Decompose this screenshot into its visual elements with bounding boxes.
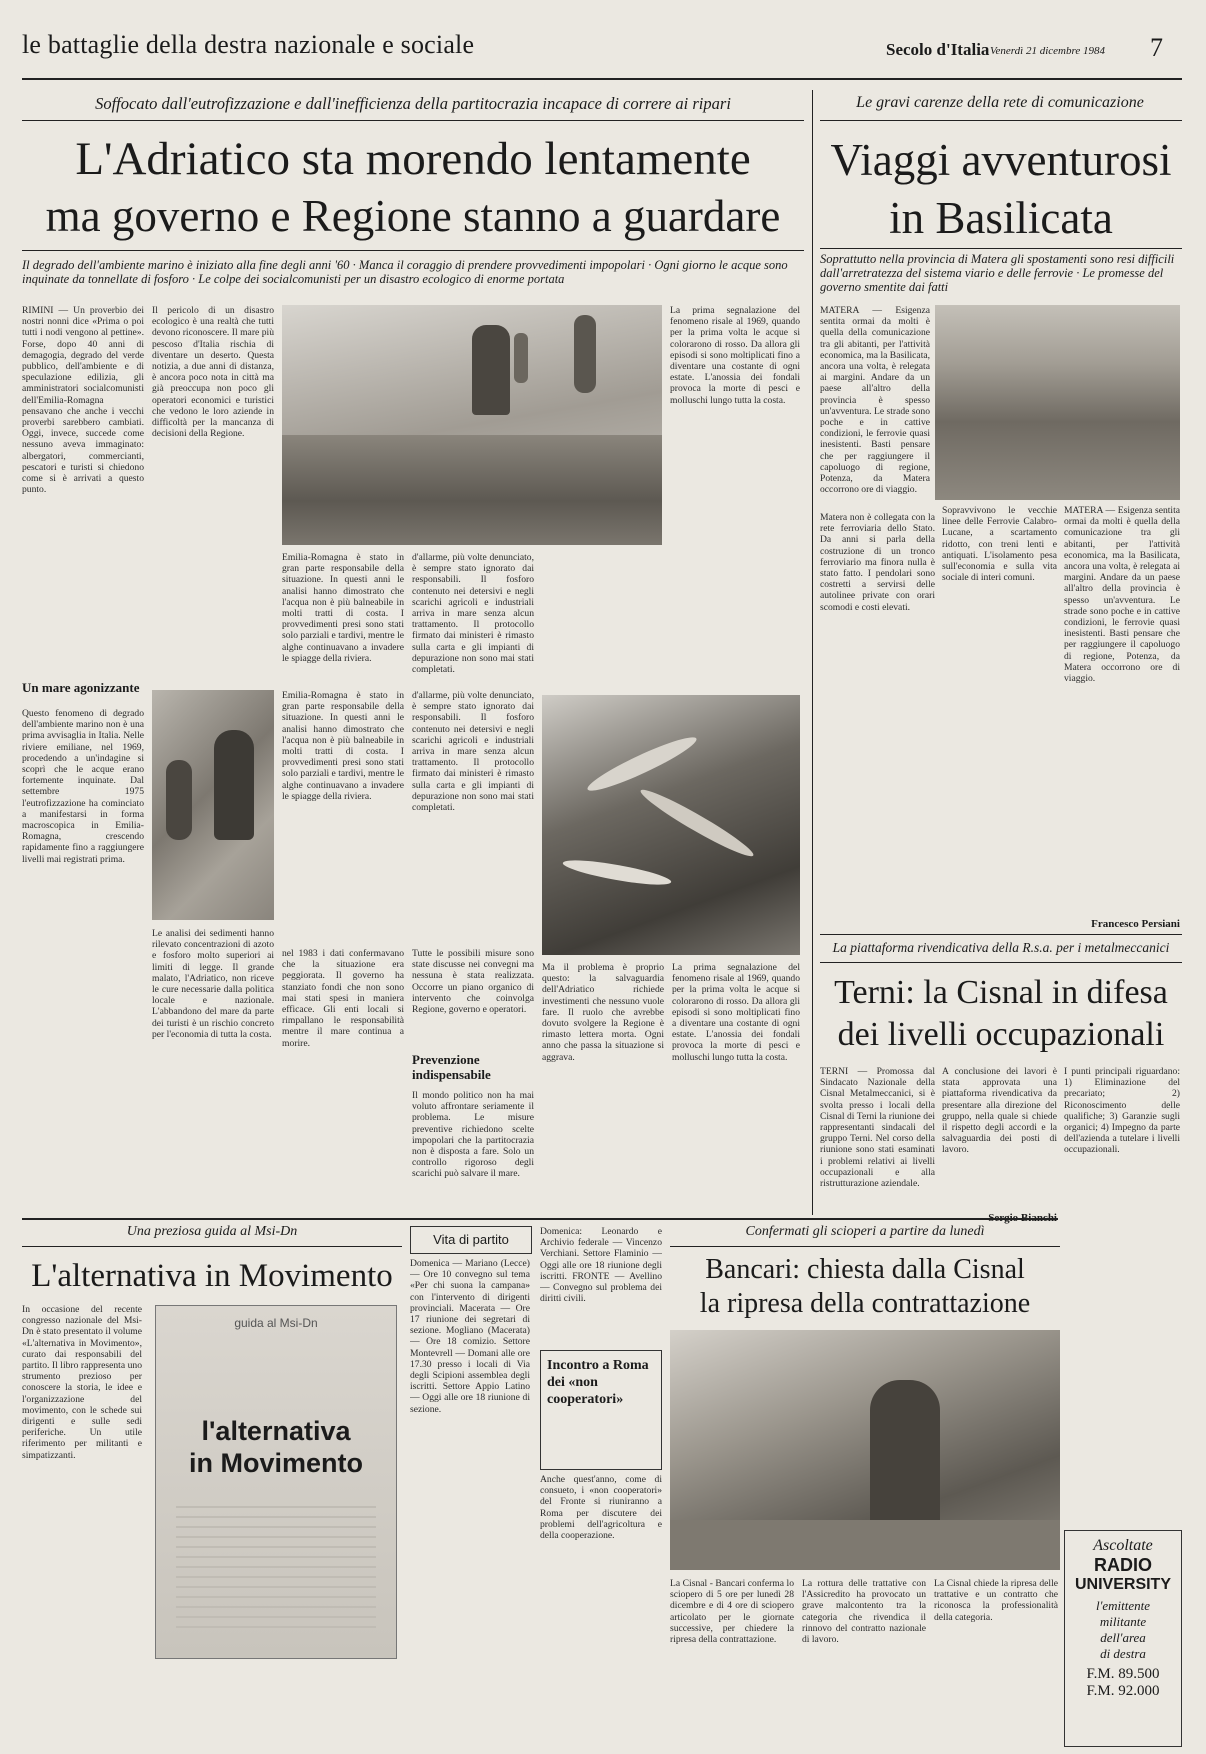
- msi-kicker: Una preziosa guida al Msi-Dn: [126, 1224, 298, 1239]
- fish-shape: [584, 730, 700, 797]
- adriatico-col-5: La prima segnalazione del fenomeno risale al 1969, quando per la prima volta le acque si colorarono di rosso. Da allora gli episodi si sono moltiplicati fino a diventare una costante di ogni estate. L'anossia dei fondali provoca la morte di pesci e molluschi lungo tutta la costa.: [670, 305, 800, 406]
- adriatico-col-4b: Tutte le possibili misure sono state discusse nei convegni ma nessuna è stata realizzata. Occorre un piano organico di intervento che coinvolga Regione, governo e operatori.: [412, 948, 534, 1016]
- msi-book-cover: [155, 1305, 397, 1659]
- adriatico-lead: RIMINI — Un proverbio dei nostri nonni dice «Prima o poi tutti i nodi vengono al pettine». Forse, dopo 40 anni di demagogia, degrado del verde pubblico, dell'ambiente e di speculazione edilizia, gli amministratori socialcomunisti dell'Emilia-Romagna pensavano che anche i vecchi proverbi sarebbero cambiati. Oggi, invece, succede come nessuno aveva immaginato: albergatori, commercianti, pescatori e turisti si chiedono come si è arrivati a questo punto.: [22, 305, 144, 496]
- adriatico-col-4: d'allarme, più volte denunciato, è sempre stato ignorato dai responsabili. Il fosforo contenuto nei detersivi e negli scarichi agricoli e industriali arriva in mare senza alcun trattamento. Il protocollo firmato dai ministeri è rimasto sulla carta e gli impianti di depurazione non sono mai stati completati.: [412, 552, 534, 676]
- book-title-line-2: in Movimento: [189, 1448, 363, 1478]
- column-separator: [812, 90, 813, 1215]
- msi-headline: L'alternativa in Movimento: [31, 1258, 393, 1294]
- radio-militante: militante: [1099, 1614, 1147, 1629]
- fish-shape: [562, 856, 673, 890]
- bancari-kicker: Confermati gli scioperi a partire da lunedì: [745, 1224, 985, 1239]
- bancari-col-1: La Cisnal - Bancari conferma lo sciopero di 5 ore per lunedì 28 dicembre e di 4 ore di sciopero articolato per le giornate successive, per chiedere la ripresa della contrattazione.: [670, 1578, 794, 1646]
- basilicata-col-1: MATERA — Esigenza sentita ormai da molti è quella della comunicazione tra gli abitanti, per l'attività economica, ma la Basilicata, ancora una volta, è relegata ai margini. Andare da un paese all'altro della provincia è spesso un'avventura. Le strade sono poche e in cattive condizioni, le ferrovie quasi inesistenti. Basti pensare che per raggiungere il capoluogo di regione, Potenza, da Matera occorrono ore di viaggio.: [820, 305, 930, 496]
- incontro-box: [540, 1350, 662, 1470]
- terni-col-2: A conclusione dei lavori è stata approvata una piattaforma rivendicativa da presentare alla direzione del gruppo, nella quale si chiede il rispetto degli accordi e la salvaguardia dei posti di lavoro.: [942, 1066, 1057, 1156]
- radio-university: UNIVERSITY: [1074, 1576, 1171, 1593]
- basilicata-landscape-photo: [935, 305, 1180, 500]
- book-top-label: guida al Msi-Dn: [234, 1316, 318, 1330]
- basilicata-col-4: MATERA — Esigenza sentita ormai da molti è quella della comunicazione tra gli abitanti, per l'attività economica, ma la Basilicata, ancora una volta, è relegata ai margini. Andare da un paese all'altro della provincia è spesso un'avventura. Le strade sono poche e in cattive condizioni, le ferrovie quasi inesistenti. Basti pensare che per raggiungere il capoluogo di regione, Potenza, da Matera occorrono ore di viaggio.: [1064, 505, 1180, 685]
- adriatico-headline-1: L'Adriatico sta morendo lentamente: [75, 133, 751, 185]
- adriatico-col-3b: nel 1983 i dati confermavano che la situazione era peggiorata. Il governo ha stanziato fondi che non sono mai stati spesi in maniera efficace. Gli enti locali si rimpallano le responsabilità mentre il mare continua a morire.: [282, 948, 404, 1049]
- adriatico-headline-2: ma governo e Regione stanno a guardare: [45, 191, 781, 241]
- vita-partito-col-2: Domenica: Leonardo e Archivio federale — Vincenzo Verchiani. Settore Flaminio — Oggi alle ore 18 riunione degli iscritti. FRONTE — Avellino — Convegno sul problema dei diritti civili.: [540, 1226, 662, 1305]
- issue-date: Venerdì 21 dicembre 1984: [990, 45, 1105, 57]
- terni-headline-2: dei livelli occupazionali: [837, 1016, 1165, 1053]
- child-figure: [214, 730, 254, 840]
- basilicata-col-2: Matera non è collegata con la rete ferroviaria dello Stato. Da anni si parla della costruzione di un tronco ferroviario ma finora nulla è stato fatto. I pendolari sono costretti a servirsi delle autolinee private con orari scomodi e costi elevati.: [820, 512, 935, 613]
- adriatico-col-3-cont: Emilia-Romagna è stato in gran parte responsabile della situazione. In questi anni le analisi hanno dimostrato che l'acqua non è più balneabile in molti tratti di costa. I provvedimenti presi sono stati solo parziali e tardivi, mentre le alghe continuavano a invadere le spiagge della riviera.: [282, 690, 404, 802]
- adriatico-col-5b: Ma il problema è proprio questo: la salvaguardia dell'Adriatico richiede investimenti che nessuno vuole fare. Il ruolo che avrebbe dovuto svolgere la Regione è rimasto lettera morta. Ogni anno che passa la situazione si aggrava.: [542, 962, 664, 1063]
- bancari-headline-2: la ripresa della contrattazione: [699, 1288, 1031, 1319]
- worker-figure: [870, 1380, 940, 1530]
- radio-university-ad: [1064, 1530, 1182, 1747]
- adriatico-col-2b: Le analisi dei sedimenti hanno rilevato concentrazioni di azoto e fosforo molto superiori ai limiti di legge. Il grande malato, l'Adriatico, non riceve le cure necessarie dalla politica locale e nazionale. L'abbandono del mare da parte dei turisti è un rischio concreto per l'economia di tutta la costa.: [152, 928, 274, 1040]
- radio-destra: di destra: [1100, 1646, 1146, 1661]
- beach-figure: [514, 333, 528, 383]
- terni-col-1: TERNI — Promossa dal Sindacato Nazionale della Cisnal Metalmeccanici, si è svolta presso i locali della Cisnal di Terni la riunione dei rappresentanti sindacali del gruppo Terni. Nel corso della riunione sono stati esaminati i problemi relativi ai livelli occupazionali e alla ristrutturazione aziendale.: [820, 1066, 935, 1190]
- incontro-heading: Incontro a Roma dei «non cooperatori»: [547, 1358, 649, 1407]
- beach-figure: [574, 315, 596, 393]
- subheading-agonizzante: Un mare agonizzante: [22, 680, 140, 695]
- radio-frequency-2: F.M. 92.000: [1086, 1683, 1160, 1699]
- basilicata-col-3: Sopravvivono le vecchie linee delle Ferrovie Calabro-Lucane, a scartamento ridotto, con treni lenti e antiquati. L'isolamento pesa sull'economia e sulla vita sociale di interi comuni.: [942, 505, 1057, 584]
- adriatico-col-3: Emilia-Romagna è stato in gran parte responsabile della situazione. In questi anni le analisi hanno dimostrato che l'acqua non è più balneabile in molti tratti di costa. I provvedimenti presi sono stati solo parziali e tardivi, mentre le alghe continuavano a invadere le spiagge della riviera.: [282, 552, 404, 664]
- basilicata-subhead: Soprattutto nella provincia di Matera gli spostamenti sono resi difficili dall'arretratezza del sistema viario e delle ferrovie · Le promesse del governo smentite dai fatti: [820, 252, 1175, 294]
- basilicata-headline-2: in Basilicata: [889, 193, 1113, 243]
- basilicata-headline-1: Viaggi avventurosi: [830, 135, 1172, 185]
- terni-col-3: I punti principali riguardano: 1) Eliminazione del precariato; 2) Riconoscimento delle qualifiche; 3) Garanzie sugli organici; 4) Impegno da parte dell'azienda a tutelare i livelli occupazionali.: [1064, 1066, 1180, 1156]
- desk-shape: [670, 1520, 1060, 1570]
- book-title-line-1: l'alternativa: [201, 1416, 351, 1446]
- radio-emittente: l'emittente: [1095, 1598, 1151, 1613]
- msi-body: In occasione del recente congresso nazionale del Msi-Dn è stato presentato il volume «L'alternativa in Movimento», curato dai responsabili del partito. Il libro rappresenta uno strumento prezioso per conoscere la storia, le idee e l'organizzazione del movimento, con le schede sui dirigenti e sulle sedi periferiche. Un utile riferimento per militanti e simpatizzanti.: [22, 1304, 142, 1461]
- newspaper-name: Secolo d'Italia: [886, 40, 990, 59]
- radio-ascoltate: Ascoltate: [1093, 1537, 1153, 1554]
- vita-partito-box: [410, 1226, 532, 1254]
- beach-algae-photo: [282, 305, 662, 545]
- children-beach-photo: [152, 690, 274, 920]
- vita-partito-title: Vita di partito: [433, 1232, 509, 1247]
- terni-headline-1: Terni: la Cisnal in difesa: [834, 974, 1168, 1011]
- subheading-prevenzione: Prevenzione indispensabile: [412, 1052, 491, 1082]
- basilicata-author: Francesco Persiani: [1091, 918, 1180, 930]
- masthead-rule: [22, 78, 1182, 80]
- adriatico-col-2: Il pericolo di un disastro ecologico è una realtà che tutti devono riconoscere. Il mare più pescoso d'Italia rischia di diventare un deserto. Questa notizia, a due anni di distanza, è ancora poco nota in città ma già preoccupa non poco gli operatori economici e turistici che vedono le loro aziende in difficoltà per la mancanza di decisioni della Regione.: [152, 305, 274, 440]
- radio-frequency-1: F.M. 89.500: [1086, 1666, 1160, 1682]
- bank-worker-photo: [670, 1330, 1060, 1570]
- radio-name: RADIO: [1094, 1555, 1152, 1575]
- bancari-headline-1: Bancari: chiesta dalla Cisnal: [705, 1254, 1025, 1285]
- basilicata-kicker: Le gravi carenze della rete di comunicazione: [856, 94, 1144, 111]
- adriatico-subhead: Il degrado dell'ambiente marino è iniziato alla fine degli anni '60 · Manca il coraggio di prendere provvedimenti impopolari · Ogni giorno le acque sono inquinate da tonnellate di fosforo · Le colpe dei socialcomunisti per un disastro ecologico di enorme portata: [22, 258, 788, 286]
- bottom-section-rule: [22, 1218, 1058, 1220]
- child-figure: [166, 760, 192, 840]
- vita-partito-body: Domenica — Mariano (Lecce) — Ore 10 convegno sul tema «Per chi suona la campana» con l'intervento di dirigenti provinciali. Macerata — Ore 17 riunione dei segretari di sezione. Mogliano (Macerata) — Ore 18 comizio. Settore Montevrell — Domani alle ore 17.30 presso i locali di Via degli Scipioni assemblea degli iscritti. Settore Appio Latino — Oggi alle ore 18 riunione di sezione.: [410, 1258, 530, 1415]
- radio-area: dell'area: [1100, 1630, 1146, 1645]
- adriatico-col-6b: La prima segnalazione del fenomeno risale al 1969, quando per la prima volta le acque si colorarono di rosso. Da allora gli episodi si sono moltiplicati fino a diventare una costante di ogni estate. L'anossia dei fondali provoca la morte di pesci e molluschi lungo tutta la costa.: [672, 962, 800, 1063]
- bancari-col-3: La Cisnal chiede la ripresa delle trattative e un contratto che riconosca la professionalità della categoria.: [934, 1578, 1058, 1623]
- dead-fish-photo: [542, 695, 800, 955]
- bancari-col-2: La rottura delle trattative con l'Assicredito ha provocato un grave malcontento tra la categoria che rivendica il rinnovo del contratto nazionale di lavoro.: [802, 1578, 926, 1646]
- adriatico-kicker: Soffocato dall'eutrofizzazione e dall'inefficienza della partitocrazia incapace di correre ai ripari: [95, 94, 731, 113]
- terni-kicker: La piattaforma rivendicativa della R.s.a. per i metalmeccanici: [832, 940, 1170, 955]
- adriatico-col-4c: Il mondo politico non ha mai voluto affrontare seriamente il problema. Le misure preventive richiedono scelte impopolari che la partitocrazia non è disposta a fare. Solo un controllo rigoroso degli scarichi può salvare il mare.: [412, 1090, 534, 1180]
- algae-foreground: [282, 435, 662, 545]
- book-cover-lines: [176, 1506, 376, 1636]
- section-title: le battaglie della destra nazionale e sociale: [22, 30, 475, 59]
- fish-shape: [637, 784, 758, 863]
- incontro-body: Anche quest'anno, come di consueto, i «non cooperatori» del Fronte si riuniranno a Roma per discutere dei problemi dell'agricoltura e della cooperazione.: [540, 1474, 662, 1542]
- beach-figure: [472, 325, 510, 415]
- adriatico-col-4-cont: d'allarme, più volte denunciato, è sempre stato ignorato dai responsabili. Il fosforo contenuto nei detersivi e negli scarichi agricoli e industriali arriva in mare senza alcun trattamento. Il protocollo firmato dai ministeri è rimasto sulla carta e gli impianti di depurazione non sono mai stati completati.: [412, 690, 534, 814]
- page-number: 7: [1150, 33, 1163, 62]
- adriatico-col-1b: Questo fenomeno di degrado dell'ambiente marino non è una prima avvisaglia in Italia. Nelle riviere emiliane, nel 1969, procedendo a un'indagine si scoprì che le acque erano fortemente inquinate. Dal settembre 1975 l'eutrofizzazione ha cominciato a manifestarsi in forma macroscopica in Emilia-Romagna, crescendo rapidamente fino a raggiungere livelli mai registrati prima.: [22, 708, 144, 865]
